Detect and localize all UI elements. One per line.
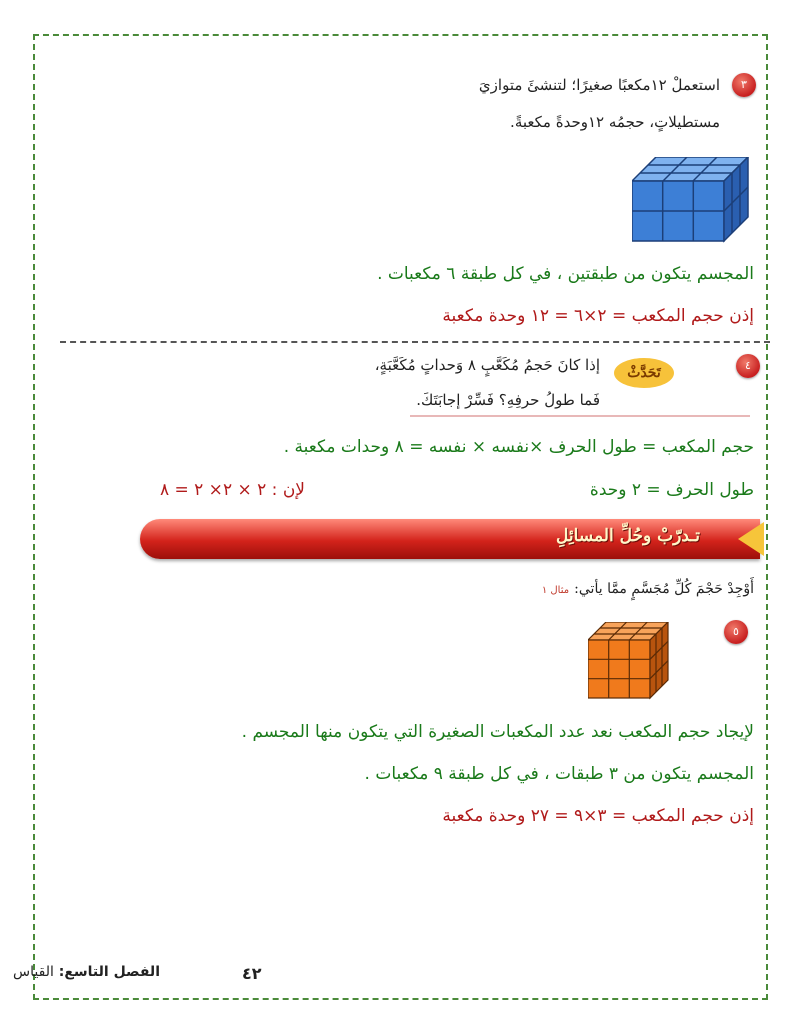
orange-cube-figure <box>588 622 672 700</box>
banner-arrow-icon <box>738 522 764 556</box>
practice-banner-title: تـدرّبْ وحُلِّ المسائِلِ <box>556 526 700 546</box>
question-5-number: ٥ <box>724 620 748 644</box>
question-3-line-1: استعملْ ١٢مكعبًا صغيرًا؛ لتنشئَ متوازيَ <box>478 76 720 94</box>
answer-4-line-1: حجم المكعب = طول الحرف ×نفسه × نفسه = ٨ وحدات مكعبة . <box>283 437 754 457</box>
question-3-number: ٣ <box>732 73 756 97</box>
talk-label: تَحَدَّثْ <box>614 358 674 388</box>
footer-chapter <box>13 964 160 980</box>
question-4-line-1: إذا كانَ حَجمُ مُكَعَّبٍ ٨ وَحداتٍ مُكَعَّبَةٍ، <box>374 356 600 374</box>
instruction <box>542 578 754 597</box>
practice-banner <box>140 519 760 559</box>
answer-3-line-2: إذن حجم المكعب = ٢×٦ = ١٢ وحدة مكعبة <box>442 306 754 326</box>
question-3-line-2: مستطيلاتٍ، حجمُه ١٢وحدةً مكعبةً. <box>510 113 720 131</box>
section-divider <box>60 341 770 343</box>
question-4-line-2: فَما طولُ حرفِهِ؟ فَسِّرْ إجابَتَكَ. <box>416 391 600 409</box>
answer-4-edge-length: طول الحرف = ٢ وحدة <box>589 480 754 500</box>
page-number: ٤٢ <box>242 964 262 983</box>
instruction-text: أَوْجِدْ حَجْمَ كُلِّ مُجَسَّمٍ ممَّا يأتي: <box>574 581 754 597</box>
answer-4-reason: لإن : ٢ × ٢× ٢ = ٨ <box>159 480 305 500</box>
answer-5-line-2: المجسم يتكون من ٣ طبقات ، في كل طبقة ٩ مكعبات . <box>364 764 754 784</box>
answer-5-line-1: لإيجاد حجم المكعب نعد عدد المكعبات الصغيرة التي يتكون منها المجسم . <box>241 722 754 742</box>
chapter-topic: القياس <box>13 964 54 980</box>
blue-cube-figure <box>632 157 754 245</box>
question-4-underline <box>410 415 750 417</box>
answer-5-line-3: إذن حجم المكعب = ٣×٩ = ٢٧ وحدة مكعبة <box>442 806 754 826</box>
chapter-label: الفصل التاسع: <box>58 964 160 980</box>
question-4-number: ٤ <box>736 354 760 378</box>
example-ref: مثال ١ <box>541 585 570 596</box>
answer-3-line-1: المجسم يتكون من طبقتين ، في كل طبقة ٦ مكعبات . <box>377 264 754 284</box>
